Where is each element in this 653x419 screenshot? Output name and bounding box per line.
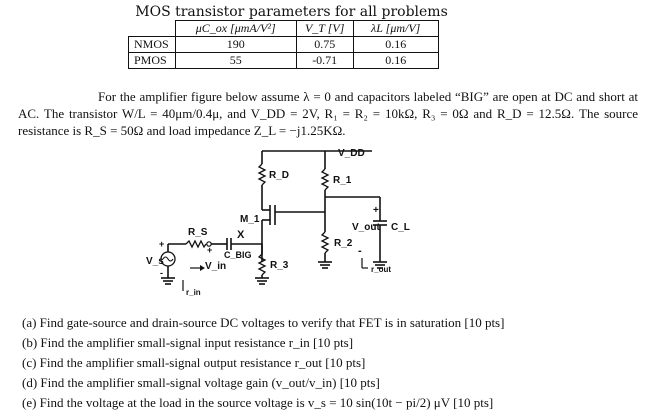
table-header-cox: μC_ox [μmA/V²] — [175, 21, 296, 37]
vout-label: V_out — [352, 222, 380, 233]
ground-symbol-r2 — [318, 262, 332, 268]
table-row-label: NMOS — [129, 37, 176, 53]
question-b: (b) Find the amplifier small-signal input resistance r_in [10 pts] — [22, 335, 354, 350]
r3-label: R_3 — [270, 260, 289, 271]
table-cell: 190 — [175, 37, 296, 53]
m1-label: M_1 — [240, 214, 260, 225]
question-list — [22, 313, 642, 413]
table-cell: -0.71 — [296, 53, 353, 69]
question-a: (a) Find gate-source and drain-source DC voltages to verify that FET is in saturation [10 pts] — [22, 315, 505, 330]
r1-label: R_1 — [333, 175, 352, 186]
vin-label: V_in — [205, 261, 227, 272]
cl-label: C_L — [391, 222, 410, 233]
rout-label: r_out — [371, 265, 391, 274]
r2-resistor — [322, 232, 328, 253]
ground-symbol-r3 — [255, 278, 269, 284]
rin-label: r_in — [186, 288, 201, 297]
table-header-lambda: λL [μm/V] — [353, 21, 438, 37]
rs-resistor — [186, 241, 206, 247]
table-cell: 55 — [175, 53, 296, 69]
question-d: (d) Find the amplifier small-signal voltage gain (v_out/v_in) [10 pts] — [22, 375, 380, 390]
vin-plus: + — [207, 245, 213, 255]
table-row-label: PMOS — [129, 53, 176, 69]
r2-label: R_2 — [334, 238, 353, 249]
vout-minus: - — [358, 245, 362, 257]
table-title: MOS transistor parameters for all problems — [135, 4, 448, 20]
table-cell: 0.16 — [353, 37, 438, 53]
cbig-label: C_BIG — [224, 250, 252, 260]
rd-label: R_D — [269, 170, 290, 181]
rd-resistor — [259, 164, 265, 185]
r1-resistor — [322, 169, 328, 190]
table-header-vt: V_T [V] — [296, 21, 353, 37]
vs-plus: + — [159, 239, 165, 249]
vs-minus: - — [160, 268, 163, 278]
vout-plus: + — [373, 205, 379, 216]
vs-label: V_s — [146, 256, 164, 267]
rs-label: R_S — [188, 227, 208, 238]
vdd-label: V_DD — [338, 148, 365, 159]
node-x-label: X — [237, 229, 245, 241]
question-e: (e) Find the voltage at the load in the source voltage is v_s = 10 sin(10t − pi/2) μV [10 pts] — [22, 395, 494, 410]
ground-symbol-vs — [161, 278, 175, 284]
problem-statement-text: For the amplifier figure below assume λ = 0 and capacitors labeled “BIG” are open at DC and short at AC. The transistor W/L = 40μm/0.4μ, and V_DD = 2V, R₁ = R₂ = 10kΩ, R₃ = 0Ω and R_D = 12.5Ω. The source resistance is R_S = 50Ω and load impedance Z_L = −j1.25KΩ. — [18, 89, 638, 138]
question-c: (c) Find the amplifier small-signal output resistance r_out [10 pts] — [22, 355, 366, 370]
sine-wave-icon — [163, 257, 173, 261]
table-cell: 0.75 — [296, 37, 353, 53]
table-cell: 0.16 — [353, 53, 438, 69]
